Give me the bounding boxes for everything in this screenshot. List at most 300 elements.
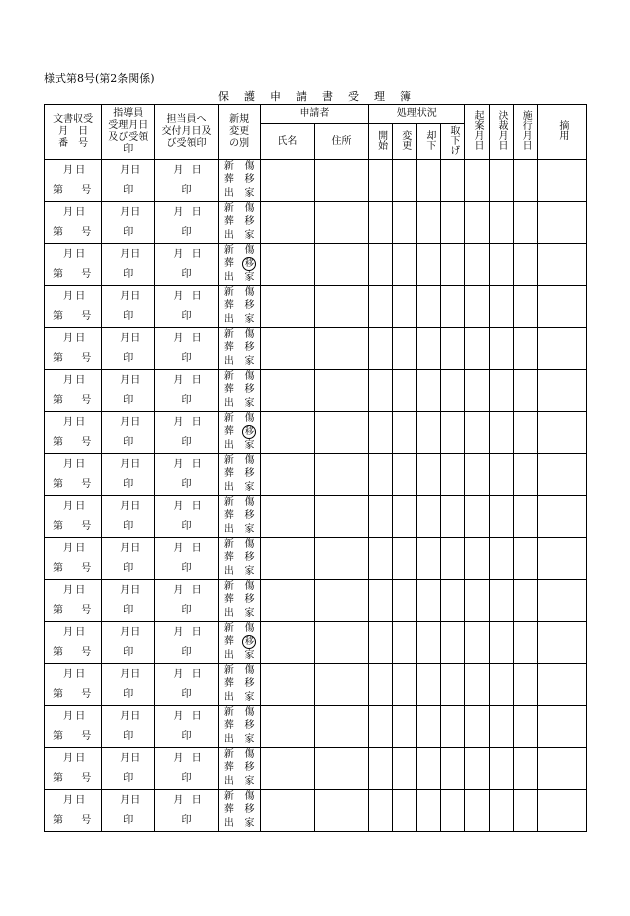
seal-label: 印 <box>123 478 134 490</box>
day-label: 日 <box>75 458 86 470</box>
seal-label: 印 <box>181 520 192 532</box>
receipt-date-number <box>45 497 101 537</box>
category-option: 傷 <box>244 371 255 383</box>
month-label: 月 <box>63 164 73 176</box>
draft-date-cell[interactable] <box>465 370 489 412</box>
remarks-cell[interactable] <box>537 202 586 244</box>
category-option: 葬 <box>223 342 234 354</box>
change-cell[interactable] <box>393 412 417 454</box>
enforcement-date-cell[interactable] <box>513 202 537 244</box>
handover-date-seal <box>155 161 217 201</box>
remarks-cell[interactable] <box>537 454 586 496</box>
start-cell[interactable] <box>369 748 393 790</box>
seal-label: 印 <box>181 184 192 196</box>
address-cell[interactable] <box>314 622 368 664</box>
table-row <box>45 622 587 664</box>
address-cell[interactable] <box>314 286 368 328</box>
header-withdraw <box>441 124 465 160</box>
address-cell[interactable] <box>314 790 368 832</box>
category-option: 出 <box>223 355 234 367</box>
ordinal-label: 第 <box>53 310 63 322</box>
withdraw-cell[interactable] <box>441 244 465 286</box>
category-option: 家 <box>244 440 255 452</box>
category-option: 傷 <box>244 455 255 467</box>
address-cell[interactable] <box>314 202 368 244</box>
category-cell <box>218 748 260 790</box>
category-cell <box>218 202 260 244</box>
day-label: 日 <box>191 794 202 806</box>
remarks-cell[interactable] <box>537 790 586 832</box>
draft-date-cell[interactable] <box>465 202 489 244</box>
draft-date-cell[interactable] <box>465 706 489 748</box>
category-option: 移 <box>244 300 255 312</box>
change-cell[interactable] <box>393 580 417 622</box>
category-option: 新 <box>223 622 234 634</box>
reject-cell[interactable] <box>417 412 441 454</box>
decision-date-cell[interactable] <box>489 706 513 748</box>
decision-date-cell[interactable] <box>489 790 513 832</box>
decision-date-cell[interactable] <box>489 664 513 706</box>
withdraw-cell[interactable] <box>441 538 465 580</box>
day-label: 日 <box>130 794 141 806</box>
table-row <box>45 160 587 202</box>
draft-date-cell[interactable] <box>465 328 489 370</box>
number-label: 号 <box>81 394 92 406</box>
decision-date-cell[interactable] <box>489 748 513 790</box>
withdraw-cell[interactable] <box>441 496 465 538</box>
category-cell <box>218 328 260 370</box>
enforcement-date-cell[interactable] <box>513 370 537 412</box>
month-label: 月 <box>120 500 131 512</box>
month-label: 月 <box>120 374 131 386</box>
month-label: 月 <box>173 500 184 512</box>
category-options <box>219 161 260 201</box>
number-label: 号 <box>81 562 92 574</box>
withdraw-cell[interactable] <box>441 622 465 664</box>
address-cell[interactable] <box>314 538 368 580</box>
address-cell[interactable] <box>314 244 368 286</box>
remarks-cell[interactable] <box>537 496 586 538</box>
remarks-cell[interactable] <box>537 706 586 748</box>
withdraw-cell[interactable] <box>441 286 465 328</box>
remarks-cell[interactable] <box>537 748 586 790</box>
guidance-cell <box>102 664 155 706</box>
withdraw-cell[interactable] <box>441 664 465 706</box>
name-cell[interactable] <box>260 496 314 538</box>
enforcement-date-cell[interactable] <box>513 748 537 790</box>
month-label: 月 <box>173 542 184 554</box>
day-label: 日 <box>191 374 202 386</box>
category-option: 葬 <box>223 804 234 816</box>
withdraw-cell[interactable] <box>441 370 465 412</box>
change-cell[interactable] <box>393 538 417 580</box>
draft-date-cell[interactable] <box>465 286 489 328</box>
draft-date-cell[interactable] <box>465 454 489 496</box>
change-cell[interactable] <box>393 622 417 664</box>
draft-date-cell[interactable] <box>465 244 489 286</box>
month-label: 月 <box>63 458 73 470</box>
reject-cell[interactable] <box>417 244 441 286</box>
seal-label: 印 <box>123 814 134 826</box>
day-label: 日 <box>191 206 202 218</box>
withdraw-cell[interactable] <box>441 748 465 790</box>
category-options <box>219 203 260 243</box>
name-cell[interactable] <box>260 706 314 748</box>
reject-cell[interactable] <box>417 538 441 580</box>
start-cell[interactable] <box>369 706 393 748</box>
category-option: 傷 <box>244 749 255 761</box>
remarks-cell[interactable] <box>537 160 586 202</box>
change-cell[interactable] <box>393 790 417 832</box>
decision-date-cell[interactable] <box>489 454 513 496</box>
enforcement-date-cell[interactable] <box>513 496 537 538</box>
header-name: 氏名 <box>260 124 314 160</box>
withdraw-cell[interactable] <box>441 328 465 370</box>
seal-label: 印 <box>181 730 192 742</box>
header-line: 指導員 <box>113 108 144 119</box>
decision-date-cell[interactable] <box>489 580 513 622</box>
change-cell[interactable] <box>393 202 417 244</box>
reject-cell[interactable] <box>417 748 441 790</box>
address-cell[interactable] <box>314 664 368 706</box>
decision-date-cell[interactable] <box>489 328 513 370</box>
reject-cell[interactable] <box>417 496 441 538</box>
day-label: 日 <box>130 164 141 176</box>
decision-date-cell[interactable] <box>489 496 513 538</box>
change-cell[interactable] <box>393 454 417 496</box>
start-cell[interactable] <box>369 622 393 664</box>
ordinal-label: 第 <box>53 184 63 196</box>
month-label: 月 <box>120 584 131 596</box>
name-cell[interactable] <box>260 538 314 580</box>
receipt-cell <box>45 538 102 580</box>
number-label: 号 <box>81 814 92 826</box>
enforcement-date-cell[interactable] <box>513 454 537 496</box>
enforcement-date-cell[interactable] <box>513 706 537 748</box>
number-label: 号 <box>81 478 92 490</box>
decision-date-cell[interactable] <box>489 370 513 412</box>
guidance-date-seal <box>102 287 154 327</box>
category-cell <box>218 412 260 454</box>
address-cell[interactable] <box>314 748 368 790</box>
start-cell[interactable] <box>369 244 393 286</box>
category-option: 移 <box>244 174 255 186</box>
category-option: 移 <box>244 384 255 396</box>
change-cell[interactable] <box>393 748 417 790</box>
table-row <box>45 706 587 748</box>
seal-label: 印 <box>181 562 192 574</box>
receipt-cell <box>45 664 102 706</box>
handover-cell <box>155 538 218 580</box>
withdraw-cell[interactable] <box>441 706 465 748</box>
name-cell[interactable] <box>260 412 314 454</box>
month-label: 月 <box>120 458 131 470</box>
name-cell[interactable] <box>260 328 314 370</box>
receipt-cell <box>45 790 102 832</box>
enforcement-date-cell[interactable] <box>513 538 537 580</box>
name-cell[interactable] <box>260 454 314 496</box>
name-cell[interactable] <box>260 286 314 328</box>
table-row <box>45 664 587 706</box>
receipt-date-number <box>45 707 101 747</box>
month-label: 月 <box>173 248 184 260</box>
handover-date-seal <box>155 455 217 495</box>
receipt-cell <box>45 286 102 328</box>
enforcement-date-cell[interactable] <box>513 412 537 454</box>
remarks-cell[interactable] <box>537 412 586 454</box>
enforcement-date-cell[interactable] <box>513 286 537 328</box>
receipt-cell <box>45 160 102 202</box>
enforcement-date-cell[interactable] <box>513 622 537 664</box>
change-cell[interactable] <box>393 706 417 748</box>
draft-date-cell[interactable] <box>465 412 489 454</box>
remarks-cell[interactable] <box>537 244 586 286</box>
address-cell[interactable] <box>314 580 368 622</box>
register-rows <box>45 160 587 832</box>
reject-cell[interactable] <box>417 454 441 496</box>
reject-cell[interactable] <box>417 202 441 244</box>
change-cell[interactable] <box>393 328 417 370</box>
month-label: 月 <box>120 332 131 344</box>
address-cell[interactable] <box>314 160 368 202</box>
category-option: 出 <box>223 272 234 284</box>
draft-date-cell[interactable] <box>465 160 489 202</box>
category-cell <box>218 706 260 748</box>
guidance-cell <box>102 622 155 664</box>
start-cell[interactable] <box>369 538 393 580</box>
reject-cell[interactable] <box>417 664 441 706</box>
draft-date-cell[interactable] <box>465 622 489 664</box>
withdraw-cell[interactable] <box>441 454 465 496</box>
withdraw-cell[interactable] <box>441 160 465 202</box>
start-cell[interactable] <box>369 790 393 832</box>
start-cell[interactable] <box>369 580 393 622</box>
header-processing: 処理状況 <box>369 105 465 124</box>
category-options <box>219 623 260 663</box>
remarks-cell[interactable] <box>537 286 586 328</box>
seal-label: 印 <box>123 562 134 574</box>
change-cell[interactable] <box>393 160 417 202</box>
enforcement-date-cell[interactable] <box>513 160 537 202</box>
start-cell[interactable] <box>369 370 393 412</box>
table-row <box>45 496 587 538</box>
name-cell[interactable] <box>260 370 314 412</box>
handover-date-seal <box>155 749 217 789</box>
handover-cell <box>155 370 218 412</box>
name-cell[interactable] <box>260 622 314 664</box>
category-option: 新 <box>223 203 234 215</box>
reject-cell[interactable] <box>417 370 441 412</box>
category-option: 傷 <box>244 412 255 424</box>
guidance-date-seal <box>102 623 154 663</box>
handover-cell <box>155 202 218 244</box>
ordinal-label: 第 <box>53 436 63 448</box>
category-cell <box>218 790 260 832</box>
header-line: 受理月日 <box>108 120 149 131</box>
decision-date-cell[interactable] <box>489 244 513 286</box>
category-options <box>219 329 260 369</box>
category-option: 葬 <box>223 678 234 690</box>
seal-label: 印 <box>123 520 134 532</box>
remarks-cell[interactable] <box>537 538 586 580</box>
guidance-date-seal <box>102 749 154 789</box>
category-options <box>219 413 260 453</box>
month-label: 月 <box>173 794 184 806</box>
decision-date-cell[interactable] <box>489 160 513 202</box>
category-option: 移 <box>244 552 255 564</box>
category-option: 葬 <box>223 468 234 480</box>
receipt-date-number <box>45 161 101 201</box>
category-option: 傷 <box>244 665 255 677</box>
category-option: 葬 <box>223 174 234 186</box>
draft-date-cell[interactable] <box>465 496 489 538</box>
day-label: 日 <box>191 752 202 764</box>
name-cell[interactable] <box>260 748 314 790</box>
start-cell[interactable] <box>369 202 393 244</box>
handover-date-seal <box>155 287 217 327</box>
category-option: 家 <box>244 355 255 367</box>
enforcement-date-cell[interactable] <box>513 790 537 832</box>
name-cell[interactable] <box>260 580 314 622</box>
seal-label: 印 <box>181 646 192 658</box>
category-option: 葬 <box>223 300 234 312</box>
category-option: 葬 <box>223 426 234 438</box>
start-cell[interactable] <box>369 454 393 496</box>
change-cell[interactable] <box>393 370 417 412</box>
receipt-date-number <box>45 455 101 495</box>
address-cell[interactable] <box>314 454 368 496</box>
ordinal-label: 第 <box>53 562 63 574</box>
enforcement-date-cell[interactable] <box>513 328 537 370</box>
category-option: 出 <box>223 313 234 325</box>
name-cell[interactable] <box>260 202 314 244</box>
remarks-cell[interactable] <box>537 664 586 706</box>
start-cell[interactable] <box>369 412 393 454</box>
header-line: 印 <box>123 144 134 155</box>
start-cell[interactable] <box>369 286 393 328</box>
day-label: 日 <box>75 794 86 806</box>
month-label: 月 <box>63 374 73 386</box>
reject-cell[interactable] <box>417 160 441 202</box>
remarks-cell[interactable] <box>537 328 586 370</box>
table-row <box>45 538 587 580</box>
address-cell[interactable] <box>314 370 368 412</box>
withdraw-cell[interactable] <box>441 202 465 244</box>
name-cell[interactable] <box>260 664 314 706</box>
ordinal-label: 第 <box>53 352 63 364</box>
draft-date-cell[interactable] <box>465 790 489 832</box>
draft-date-cell[interactable] <box>465 748 489 790</box>
guidance-date-seal <box>102 329 154 369</box>
circled-move-mark: 移 <box>242 635 256 649</box>
withdraw-cell[interactable] <box>441 580 465 622</box>
reject-cell[interactable] <box>417 328 441 370</box>
start-cell[interactable] <box>369 160 393 202</box>
draft-date-cell[interactable] <box>465 664 489 706</box>
header-reject <box>417 124 441 160</box>
receipt-date-number <box>45 245 101 285</box>
name-cell[interactable] <box>260 244 314 286</box>
category-option: 傷 <box>244 161 255 173</box>
address-cell[interactable] <box>314 328 368 370</box>
decision-date-cell[interactable] <box>489 622 513 664</box>
reject-cell[interactable] <box>417 622 441 664</box>
remarks-cell[interactable] <box>537 580 586 622</box>
day-label: 日 <box>191 500 202 512</box>
start-cell[interactable] <box>369 496 393 538</box>
category-option: 新 <box>223 539 234 551</box>
category-option: 移 <box>244 594 255 606</box>
reject-cell[interactable] <box>417 286 441 328</box>
decision-date-cell[interactable] <box>489 202 513 244</box>
seal-label: 印 <box>123 772 134 784</box>
category-option: 出 <box>223 691 234 703</box>
reject-cell[interactable] <box>417 706 441 748</box>
number-label: 号 <box>81 226 92 238</box>
decision-date-cell[interactable] <box>489 412 513 454</box>
month-label: 月 <box>63 206 73 218</box>
address-cell[interactable] <box>314 496 368 538</box>
form-title: 保 護 申 請 書 受 理 簿 <box>218 90 413 103</box>
withdraw-cell[interactable] <box>441 412 465 454</box>
decision-date-cell[interactable] <box>489 538 513 580</box>
name-cell[interactable] <box>260 790 314 832</box>
remarks-cell[interactable] <box>537 370 586 412</box>
start-cell[interactable] <box>369 328 393 370</box>
category-option: 家 <box>244 187 255 199</box>
number-label: 号 <box>81 352 92 364</box>
day-label: 日 <box>75 248 86 260</box>
enforcement-date-cell[interactable] <box>513 244 537 286</box>
category-option: 傷 <box>244 791 255 803</box>
guidance-date-seal <box>102 413 154 453</box>
remarks-cell[interactable] <box>537 622 586 664</box>
withdraw-cell[interactable] <box>441 790 465 832</box>
address-cell[interactable] <box>314 706 368 748</box>
day-label: 日 <box>75 332 86 344</box>
table-row <box>45 412 587 454</box>
decision-date-cell[interactable] <box>489 286 513 328</box>
name-cell[interactable] <box>260 160 314 202</box>
change-cell[interactable] <box>393 286 417 328</box>
seal-label: 印 <box>123 184 134 196</box>
seal-label: 印 <box>181 814 192 826</box>
receipt-date-number <box>45 623 101 663</box>
day-label: 日 <box>191 164 202 176</box>
seal-label: 印 <box>181 226 192 238</box>
address-cell[interactable] <box>314 412 368 454</box>
seal-label: 印 <box>123 436 134 448</box>
category-option: 家 <box>244 607 255 619</box>
change-cell[interactable] <box>393 496 417 538</box>
category-option: 移 <box>244 342 255 354</box>
table-row <box>45 202 587 244</box>
header-withdraw-text: 取下げ <box>447 124 459 155</box>
draft-date-cell[interactable] <box>465 538 489 580</box>
change-cell[interactable] <box>393 244 417 286</box>
header-change <box>393 124 417 160</box>
reject-cell[interactable] <box>417 790 441 832</box>
start-cell[interactable] <box>369 664 393 706</box>
reject-cell[interactable] <box>417 580 441 622</box>
category-option: 家 <box>244 650 255 662</box>
enforcement-date-cell[interactable] <box>513 664 537 706</box>
category-option: 家 <box>244 733 255 745</box>
change-cell[interactable] <box>393 664 417 706</box>
draft-date-cell[interactable] <box>465 580 489 622</box>
enforcement-date-cell[interactable] <box>513 580 537 622</box>
category-option: 新 <box>223 455 234 467</box>
